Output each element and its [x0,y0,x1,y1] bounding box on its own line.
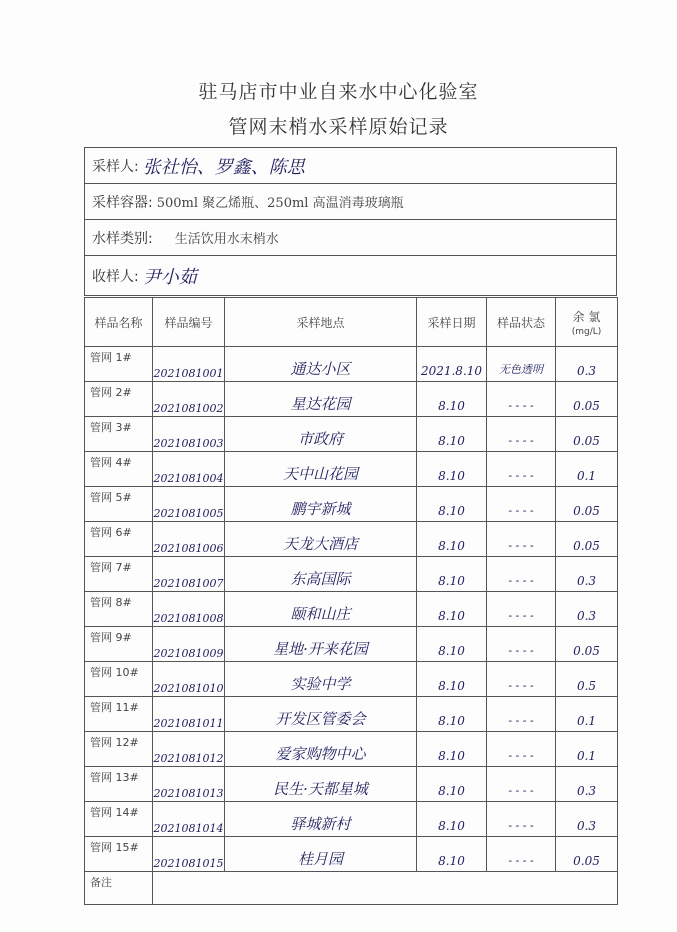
header-sample-code: 样品编号 [153,298,225,347]
location-cell: 星地·开来花园 [225,627,417,662]
location-cell: 爱家购物中心 [225,732,417,767]
state-cell: - - - - [487,382,556,417]
sample-name-cell: 管网 2# [85,382,153,417]
location-cell: 桂月园 [225,837,417,872]
sample-code-cell: 2021081014 [153,802,225,837]
table-header-row [85,298,618,347]
table-row [85,452,618,487]
header-chlorine-label: 余 氯 [572,309,601,324]
state-cell: - - - - [487,697,556,732]
sample-name-cell: 管网 11# [85,697,153,732]
sample-code-cell: 2021081007 [153,557,225,592]
date-cell: 8.10 [417,627,487,662]
location-cell: 驿城新村 [225,802,417,837]
chlorine-cell: 0.3 [556,347,618,382]
date-cell: 8.10 [417,767,487,802]
container-label: 采样容器: [92,194,153,211]
state-cell: 无色透明 [487,347,556,382]
sample-code-cell: 2021081008 [153,592,225,627]
sample-name-cell: 管网 13# [85,767,153,802]
container-value: 500ml 聚乙烯瓶、250ml 高温消毒玻璃瓶 [156,196,404,211]
location-cell: 鹏宇新城 [225,487,417,522]
date-cell: 8.10 [417,557,487,592]
location-cell: 实验中学 [225,662,417,697]
table-row [85,837,618,872]
state-cell: - - - - [487,487,556,522]
header-state: 样品状态 [487,298,556,347]
sample-name-cell: 管网 12# [85,732,153,767]
table-row [85,627,618,662]
sample-code-cell: 2021081013 [153,767,225,802]
location-cell: 开发区管委会 [225,697,417,732]
sample-code-cell: 2021081011 [153,697,225,732]
note-cell [153,872,618,905]
location-cell: 市政府 [225,417,417,452]
sample-code-cell: 2021081010 [153,662,225,697]
table-row [85,417,618,452]
chlorine-cell: 0.05 [556,417,618,452]
header-location: 采样地点 [225,298,417,347]
state-cell: - - - - [487,802,556,837]
chlorine-cell: 0.3 [556,592,618,627]
sample-code-cell: 2021081006 [153,522,225,557]
sample-type-label: 水样类别: [92,230,153,247]
sample-name-cell: 管网 8# [85,592,153,627]
sample-name-cell: 管网 1# [85,347,153,382]
table-row [85,592,618,627]
chlorine-cell: 0.05 [556,522,618,557]
header-chlorine-unit: (mg/L) [571,326,602,337]
receiver-label: 收样人: [92,268,139,285]
date-cell: 8.10 [417,417,487,452]
date-cell: 8.10 [417,487,487,522]
table-row [85,382,618,417]
state-cell: - - - - [487,417,556,452]
location-cell: 天龙大酒店 [225,522,417,557]
table-row [85,662,618,697]
header-chlorine [556,298,618,347]
date-cell: 8.10 [417,382,487,417]
date-cell: 8.10 [417,732,487,767]
sample-name-cell: 管网 14# [85,802,153,837]
state-cell: - - - - [487,837,556,872]
chlorine-cell: 0.05 [556,627,618,662]
sample-name-cell: 管网 6# [85,522,153,557]
sample-name-cell: 管网 10# [85,662,153,697]
sample-code-cell: 2021081001 [153,347,225,382]
date-cell: 8.10 [417,522,487,557]
location-cell: 天中山花园 [225,452,417,487]
date-cell: 8.10 [417,592,487,627]
chlorine-cell: 0.05 [556,837,618,872]
receiver-row [85,256,616,296]
chlorine-cell: 0.3 [556,802,618,837]
receiver-value: 尹小茹 [142,266,197,288]
document-subtitle: 管网末梢水采样原始记录 [228,116,449,138]
state-cell: - - - - [487,452,556,487]
table-row [85,522,618,557]
date-cell: 8.10 [417,802,487,837]
state-cell: - - - - [487,732,556,767]
info-block [84,147,617,296]
sample-code-cell: 2021081009 [153,627,225,662]
location-cell: 东高国际 [225,557,417,592]
table-row [85,767,618,802]
chlorine-cell: 0.3 [556,557,618,592]
sample-name-cell: 管网 5# [85,487,153,522]
chlorine-cell: 0.1 [556,732,618,767]
chlorine-cell: 0.1 [556,452,618,487]
chlorine-cell: 0.5 [556,662,618,697]
header-date: 采样日期 [417,298,487,347]
location-cell: 星达花园 [225,382,417,417]
header-sample-name: 样品名称 [85,298,153,347]
chlorine-cell: 0.1 [556,697,618,732]
state-cell: - - - - [487,767,556,802]
state-cell: - - - - [487,557,556,592]
location-cell: 通达小区 [225,347,417,382]
sample-code-cell: 2021081004 [153,452,225,487]
container-row [85,184,616,220]
sample-code-cell: 2021081002 [153,382,225,417]
sample-name-cell: 管网 3# [85,417,153,452]
sample-table [84,297,618,905]
state-cell: - - - - [487,662,556,697]
state-cell: - - - - [487,522,556,557]
table-row [85,697,618,732]
table-row [85,347,618,382]
date-cell: 8.10 [417,837,487,872]
sampler-row [85,148,616,184]
state-cell: - - - - [487,627,556,662]
sample-code-cell: 2021081003 [153,417,225,452]
note-label: 备注 [85,872,153,905]
sampler-label: 采样人: [92,158,139,175]
state-cell: - - - - [487,592,556,627]
chlorine-cell: 0.3 [556,767,618,802]
sample-name-cell: 管网 7# [85,557,153,592]
sample-code-cell: 2021081005 [153,487,225,522]
table-row [85,487,618,522]
sample-code-cell: 2021081012 [153,732,225,767]
table-row [85,732,618,767]
sample-name-cell: 管网 15# [85,837,153,872]
date-cell: 8.10 [417,697,487,732]
date-cell: 2021.8.10 [417,347,487,382]
sample-name-cell: 管网 4# [85,452,153,487]
date-cell: 8.10 [417,662,487,697]
sample-code-cell: 2021081015 [153,837,225,872]
sample-name-cell: 管网 9# [85,627,153,662]
table-row [85,802,618,837]
sample-type-row [85,220,616,256]
location-cell: 民生·天都星城 [225,767,417,802]
sample-type-value: 生活饮用水末梢水 [174,232,279,247]
note-row [85,872,618,905]
document-title: 驻马店市中业自来水中心化验室 [198,81,479,103]
chlorine-cell: 0.05 [556,382,618,417]
chlorine-cell: 0.05 [556,487,618,522]
location-cell: 颐和山庄 [225,592,417,627]
sampler-value: 张社怡、罗鑫、陈思 [142,156,305,178]
date-cell: 8.10 [417,452,487,487]
table-row [85,557,618,592]
